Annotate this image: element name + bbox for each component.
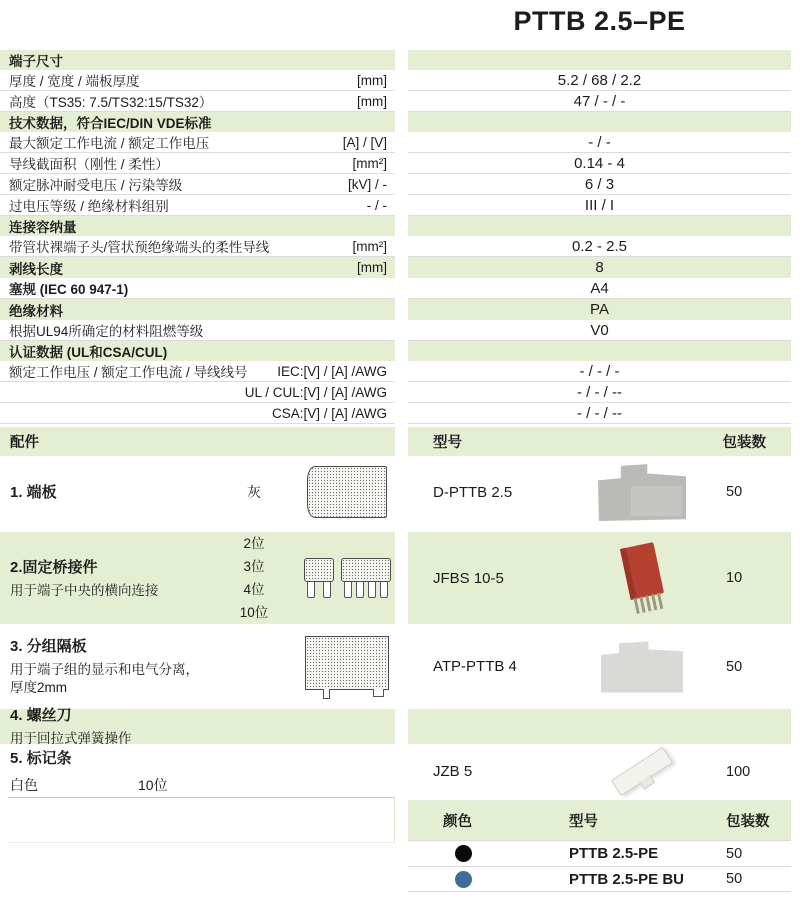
accessory-left-cell <box>0 456 395 528</box>
spec-label-cell <box>0 278 395 299</box>
color-dot-black <box>455 845 472 862</box>
accessory-right-cell <box>408 705 791 748</box>
spec-label-cell <box>0 382 395 403</box>
spec-label: 最大额定工作电流 / 额定工作电压 <box>9 136 210 151</box>
spec-unit: [mm] <box>357 260 387 275</box>
variant-model: PTTB 2.5-PE BU <box>569 870 685 888</box>
spec-data-row <box>0 132 802 153</box>
spec-label: 带管状裸端子头/管状预绝缘端头的柔性导线 <box>9 240 270 255</box>
spec-data-row <box>0 361 802 382</box>
color-dot-blue <box>455 871 472 888</box>
spec-value-cell <box>408 50 791 70</box>
spec-value-cell <box>408 91 791 112</box>
spec-data-row <box>0 382 802 403</box>
spec-label: 根据UL94所确定的材料阻燃等级 <box>9 324 204 339</box>
accessory-position-option: 10位 <box>239 605 269 620</box>
accessory-right-cell <box>408 528 791 628</box>
accessory-info <box>0 705 209 748</box>
spec-label-cell <box>0 195 395 216</box>
column-gap <box>395 50 408 70</box>
spec-section-row <box>0 341 802 361</box>
spec-value: - / - / -- <box>577 383 622 401</box>
spec-label: 剥线长度 <box>9 261 63 277</box>
accessory-qty: 50 <box>726 484 743 500</box>
column-gap <box>395 216 408 236</box>
color-variant-table <box>408 800 791 892</box>
accessory-left-cell <box>0 705 395 748</box>
accessory-mid-column <box>209 532 299 624</box>
spec-label: 高度（TS35: 7.5/TS32:15/TS32） <box>9 95 213 110</box>
accessories-title: 配件 <box>0 427 395 456</box>
column-gap <box>395 628 408 705</box>
spec-value-cell <box>408 236 791 257</box>
accessory-color-label: 白色 <box>10 777 38 793</box>
variant-qty: 50 <box>726 871 743 887</box>
spec-value-cell <box>408 257 791 278</box>
column-gap <box>395 153 408 174</box>
accessory-model: JZB 5 <box>433 763 473 780</box>
color-column-header: 颜色 <box>443 813 472 830</box>
column-gap <box>395 403 408 424</box>
spec-label-cell <box>0 50 395 70</box>
spec-value: - / - / -- <box>577 404 622 422</box>
bridge-leg <box>356 582 364 598</box>
spec-label: 绝缘材料 <box>9 303 63 319</box>
spec-value-cell <box>408 153 791 174</box>
accessory-info <box>0 482 209 503</box>
accessory-name: 3. 分组隔板 <box>10 638 87 656</box>
spec-label-cell <box>0 70 395 91</box>
spec-unit: [mm²] <box>352 238 387 254</box>
spec-data-row <box>0 320 802 341</box>
spec-label-cell <box>0 341 395 361</box>
spec-table <box>0 50 802 424</box>
spec-label: 导线截面积（刚性 / 柔性） <box>9 157 169 172</box>
spec-data-row <box>0 70 802 91</box>
accessory-row <box>0 456 802 528</box>
spec-data-row <box>0 278 802 299</box>
qty-column-header: 包装数 <box>722 435 766 451</box>
accessory-photo <box>568 762 716 781</box>
spec-section-row <box>0 112 802 132</box>
variant-row <box>408 866 791 892</box>
accessory-art <box>299 466 395 518</box>
spec-value-cell <box>408 278 791 299</box>
spec-unit: IEC:[V] / [A] /AWG <box>277 363 387 379</box>
column-gap <box>395 748 408 795</box>
accessory-info <box>0 557 209 600</box>
accessory-photo <box>568 545 716 611</box>
column-gap <box>395 361 408 382</box>
spec-value: - / - <box>588 133 611 151</box>
accessory-model: D-PTTB 2.5 <box>433 483 513 501</box>
accessory-art <box>299 558 395 598</box>
spec-value-cell <box>408 403 791 424</box>
qty-column-header: 包装数 <box>726 813 770 830</box>
spec-data-row <box>0 403 802 424</box>
accessory-positions: 10位 <box>138 777 168 793</box>
partition-outline <box>305 636 389 690</box>
spec-data-row <box>0 174 802 195</box>
accessory-photo <box>568 641 716 693</box>
spec-value: V0 <box>590 321 609 339</box>
spec-label-cell <box>0 216 395 236</box>
spec-label: 厚度 / 宽度 / 端板厚度 <box>9 74 140 89</box>
model-column-header: 型号 <box>433 435 462 451</box>
spec-label-cell <box>0 112 395 132</box>
bridge-leg <box>368 582 376 598</box>
accessory-position-option: 2位 <box>243 536 265 551</box>
spec-label: 额定脉冲耐受电压 / 污染等级 <box>9 178 183 193</box>
accessory-description: 用于端子中央的横向连接 <box>10 582 159 598</box>
partition-drawing <box>305 636 389 690</box>
bridge-legs <box>341 582 391 598</box>
accessories-header-row <box>0 427 802 456</box>
accessory-row <box>0 528 802 628</box>
empty-left-box <box>8 797 395 843</box>
section-title: 认证数据 (UL和CSA/CUL) <box>9 345 168 360</box>
column-gap <box>395 278 408 299</box>
spec-label-cell <box>0 361 395 382</box>
column-gap <box>395 705 408 748</box>
spec-value-cell <box>408 132 791 153</box>
spec-label: 过电压等级 / 绝缘材料组别 <box>9 199 169 214</box>
spec-data-row <box>0 153 802 174</box>
column-gap <box>395 174 408 195</box>
spec-label-cell <box>0 403 395 424</box>
accessory-qty: 50 <box>726 658 743 675</box>
accessory-info <box>0 748 209 795</box>
variant-table-header <box>408 800 791 840</box>
spec-label-cell <box>0 174 395 195</box>
column-gap <box>395 341 408 361</box>
accessory-qty: 100 <box>726 763 751 780</box>
accessory-left-cell <box>0 628 395 705</box>
accessory-name: 1. 端板 <box>10 483 57 501</box>
column-gap <box>395 257 408 278</box>
spec-unit: [mm²] <box>352 155 387 171</box>
spec-value-cell <box>408 195 791 216</box>
spec-value: PA <box>590 301 609 318</box>
variant-qty: 50 <box>726 845 743 862</box>
accessory-name: 2.固定桥接件 <box>10 558 98 576</box>
accessories-rows <box>0 456 802 795</box>
spec-unit: UL / CUL:[V] / [A] /AWG <box>244 384 387 400</box>
column-gap <box>395 382 408 403</box>
accessory-position-option: 3位 <box>243 559 265 574</box>
spec-label-cell <box>0 236 395 257</box>
marker-strip-photo <box>611 747 673 797</box>
partition-foot <box>373 689 384 697</box>
accessory-row <box>0 748 802 795</box>
end-plate-photo <box>598 463 686 521</box>
spec-section-row <box>0 216 802 236</box>
column-gap <box>395 195 408 216</box>
variant-model: PTTB 2.5-PE <box>569 845 659 862</box>
accessory-qty: 10 <box>726 570 743 586</box>
variant-row <box>408 840 791 866</box>
partition-photo <box>601 641 683 693</box>
bridge-leg <box>344 582 352 598</box>
spec-value: 8 <box>595 259 604 276</box>
spec-unit: [mm] <box>357 72 387 88</box>
column-gap <box>395 132 408 153</box>
spec-data-row <box>0 257 802 278</box>
spec-section-row <box>0 50 802 70</box>
bridge-drawing <box>304 558 391 598</box>
spec-value-cell <box>408 361 791 382</box>
bridge-4-pole <box>341 558 391 598</box>
end-plate-drawing <box>307 466 387 518</box>
column-gap <box>395 299 408 320</box>
section-title: 连接容纳量 <box>9 220 77 235</box>
spec-unit: CSA:[V] / [A] /AWG <box>271 405 387 421</box>
spec-value: III / I <box>584 196 615 214</box>
spec-label-cell <box>0 320 395 341</box>
page-title: PTTB 2.5–PE <box>513 6 686 36</box>
accessory-left-cell <box>0 748 395 795</box>
spec-value: 0.14 - 4 <box>574 154 625 172</box>
accessory-name: 5. 标记条 <box>10 750 72 767</box>
spec-data-row <box>0 195 802 216</box>
bridge-leg <box>380 582 388 598</box>
spec-label-cell <box>0 257 395 278</box>
spec-value: 0.2 - 2.5 <box>571 237 628 255</box>
bridge-head <box>304 558 334 582</box>
accessory-mid-column <box>209 482 299 502</box>
accessory-description: 用于回拉式弹簧操作 <box>10 731 132 747</box>
spec-label-cell <box>0 132 395 153</box>
bridge-head <box>341 558 391 582</box>
accessory-info <box>0 636 209 696</box>
bridge-leg <box>307 582 315 598</box>
accessory-art <box>299 636 395 698</box>
spec-value-cell <box>408 382 791 403</box>
spec-value-cell <box>408 299 791 320</box>
spec-unit: [A] / [V] <box>342 134 387 150</box>
spec-label: 塞规 (IEC 60 947-1) <box>9 282 129 297</box>
accessory-position-option: 4位 <box>243 582 265 597</box>
spec-unit: [kV] / - <box>347 176 387 192</box>
column-gap <box>395 528 408 628</box>
accessories-model-header <box>408 427 791 456</box>
spec-label: 额定工作电压 / 额定工作电流 / 导线线号 <box>9 365 248 380</box>
accessory-model: ATP-PTTB 4 <box>433 658 517 675</box>
section-title: 技术数据，符合IEC/DIN VDE标准 <box>9 116 212 131</box>
spec-value: 6 / 3 <box>584 175 615 193</box>
spec-value: 5.2 / 68 / 2.2 <box>557 71 642 89</box>
accessory-right-cell <box>408 628 791 705</box>
spec-data-row <box>0 91 802 112</box>
accessory-right-cell <box>408 456 791 528</box>
bridge-photo <box>620 542 664 600</box>
model-column-header: 型号 <box>569 813 598 830</box>
column-gap <box>395 112 408 132</box>
spec-unit: - / - <box>366 197 387 213</box>
spec-unit: [mm] <box>357 93 387 109</box>
column-gap <box>395 91 408 112</box>
spec-label-cell <box>0 153 395 174</box>
accessory-description: 用于端子组的显示和电气分离，厚度2mm <box>10 662 199 695</box>
accessory-right-cell <box>408 748 791 795</box>
bridge-legs <box>304 582 334 598</box>
accessory-photo <box>568 463 716 521</box>
spec-value-cell <box>408 320 791 341</box>
accessory-left-cell <box>0 528 395 628</box>
bridge-leg <box>323 582 331 598</box>
spec-value-cell <box>408 341 791 361</box>
spec-value: A4 <box>590 279 609 297</box>
spec-value: 47 / - / - <box>573 92 626 110</box>
partition-foot <box>323 689 330 699</box>
accessory-row <box>0 628 802 705</box>
column-gap <box>395 456 408 528</box>
accessories-section <box>0 427 802 795</box>
column-gap <box>395 236 408 257</box>
spec-value-cell <box>408 112 791 132</box>
column-gap <box>395 70 408 91</box>
spec-label-cell <box>0 91 395 112</box>
spec-value: - / - / - <box>579 362 620 380</box>
spec-value-cell <box>408 70 791 91</box>
accessory-model: JFBS 10-5 <box>433 569 504 587</box>
bridge-2-pole <box>304 558 334 598</box>
accessory-name: 4. 螺丝刀 <box>10 707 72 725</box>
accessory-row <box>0 705 802 748</box>
column-gap <box>395 320 408 341</box>
spec-value-cell <box>408 174 791 195</box>
section-title: 端子尺寸 <box>9 54 63 69</box>
spec-data-row <box>0 236 802 257</box>
spec-data-row <box>0 299 802 320</box>
spec-label-cell <box>0 299 395 320</box>
spec-value-cell <box>408 216 791 236</box>
accessory-sub-line <box>10 775 209 795</box>
accessory-color-label: 灰 <box>247 484 261 500</box>
